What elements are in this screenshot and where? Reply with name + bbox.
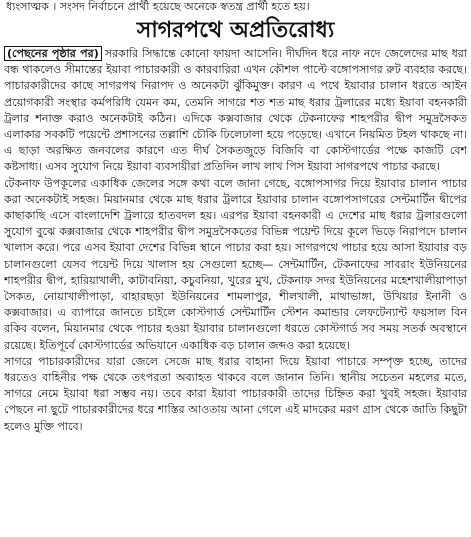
article-body — [4, 46, 467, 534]
clipped-top-text: ধ্যংসাত্মক । সংসদ নির্বাচনে প্রার্থী হয়েছে অনেকে স্বতন্ত্র প্রার্থী হতে হয়। — [6, 0, 310, 13]
article-headline: সাগরপথে অপ্রতিরোধ্য — [136, 18, 335, 43]
article-paragraph: সাগরে পাচারকারীদের যারা জেলে সেজে মাছ ধরার বাহানা দিয়ে ইয়াবা পাচারে সম্পৃক্ত হচ্ছে, তাদের ধরতেও বাহিনীর পক্ষ থেকে তৎপরতা অব্যাহত থাকবে বলে জানান তিনি। স্থানীয় সচেতন মহলের মতে, সাগরে নেমে ইয়াবা ধরা সম্ভব নয়। তবে কারা ইয়াবা পাচারকারী তাদের চিহ্নিত করা খুবই সহজ। ইয়াবার পেছনে না ছুটে পাচারকারীদের ধরে শাস্তির আওতায় আনা গেলে এই মাদকের মরণ গ্রাস থেকে জাতি কিছুটা হলেও মুক্তি পাবে। — [4, 354, 467, 433]
article-paragraph: টেকনাফ উপকূলের একাধিক জেলের সঙ্গে কথা বলে জানা গেছে, বঙ্গোপসাগর দিয়ে ইয়াবার চালান পাচার করা অনেকটাই সহজ। মিয়ানমার থেকে মাছ ধরার ট্রলারে ইয়াবার চালান বঙ্গোপসাগরের সেন্টমার্টিন দ্বীপের কাছাকাছি এসে বাংলাদেশি ট্রলারে হাতবদল হয়। এরপর ইয়াবা বহনকারী এ দেশের মাছ ধরার ট্রলারগুলো সুযোগ বুঝে কক্সবাজার থেকে শাহপরীর দ্বীপ সমুদ্রসৈকতের বিভিন্ন পয়েন্ট দিয়ে কূলে ভিড়ে নিরাপদে চালান খালাস করে। পরে এসব ইয়াবা দেশের বিভিন্ন স্থানে পাচার করা হয়। সাগরপথে পাচার হয়ে আসা ইয়াবার বড় চালানগুলো যেসব পয়েন্ট দিয়ে খালাস হয় সেগুলো হচ্ছে— সেন্টমার্টিন, টেকনাফের সাবরাং ইউনিয়নের শাহপরীর দ্বীপ, হারিয়াখালী, কাটাবনিয়া, কচুবনিয়া, খুরের মুখ, টেকনাফ সদর ইউনিয়নের মহেশখালীয়াপাড়া সৈকত, নোয়াখালীপাড়া, বাহারছড়া ইউনিয়নের শামলাপুর, শীলখালী, মাথাভাঙ্গা, উখিয়ার ইনানী ও কক্সবাজার। এ ব্যাপারে জানতে চাইলে কোস্টগার্ড সেন্টমার্টিন স্টেশন কমান্ডার লেফটেন্যান্ট ফয়সাল বিন রকিব বলেন, মিয়ানমার থেকে পাচার হওয়া ইয়াবার চালানগুলো ধরতে কোস্টগার্ড সব সময় সতর্ক অবস্থানে রয়েছে। ইতিপূর্বে কোস্টগার্ডের অভিযানে একাধিক বড় চালান জব্দও করা হয়েছে। — [4, 176, 467, 352]
continuation-kicker: (পেছনের পৃষ্ঠার পর) — [4, 46, 102, 61]
paragraph-text: সরকারি সিদ্ধান্তে কোনো ফায়দা আসেনি। দীর্ঘদিন ধরে নাফ নদে জেলেদের মাছ ধরা বন্ধ থাকলেও সীমান্তের ইয়াবা পাচারকারী ও কারবারিরা এখন কৌশল পাল্টে বঙ্গোপসাগর রুট ব্যবহার করছে। পাচারকারীদের কাছে সাগরপথ নিরাপদ ও অনেকটা ঝুঁকিমুক্ত। কারণ এ পথে ইয়াবার চালান ধরতে আইন প্রয়োগকারী সংস্থার কর্মপরিধি যেমন কম, তেমনি সাগরে শত শত মাছ ধরার ট্রলারের মধ্যে ইয়াবা বহনকারী ট্রলার শনাক্ত করাও অনেকটাই কঠিন। এদিকে কক্সবাজার থেকে টেকনাফের শাহপরীর দ্বীপ সমুদ্রসৈকত এলাকার সবকটি পয়েন্টে প্রশাসনের তল্লাশি চৌকি ঢিলেঢালা হয়ে পড়েছে। এখানে নিয়মিত টহল থাকছে না। এ ছাড়া অরক্ষিত জনবলের কারণে এত দীর্ঘ সৈকতজুড়ে বিজিবি বা কোস্টগার্ডের পক্ষে কাজটি বেশ কষ্টসাধ্য। এসব সুযোগ নিয়ে ইয়াবা ব্যবসায়ীরা প্রতিদিন লাখ লাখ পিস ইয়াবা সাগরপথে পাচার করছে। — [4, 47, 467, 174]
article-paragraph — [4, 46, 467, 176]
